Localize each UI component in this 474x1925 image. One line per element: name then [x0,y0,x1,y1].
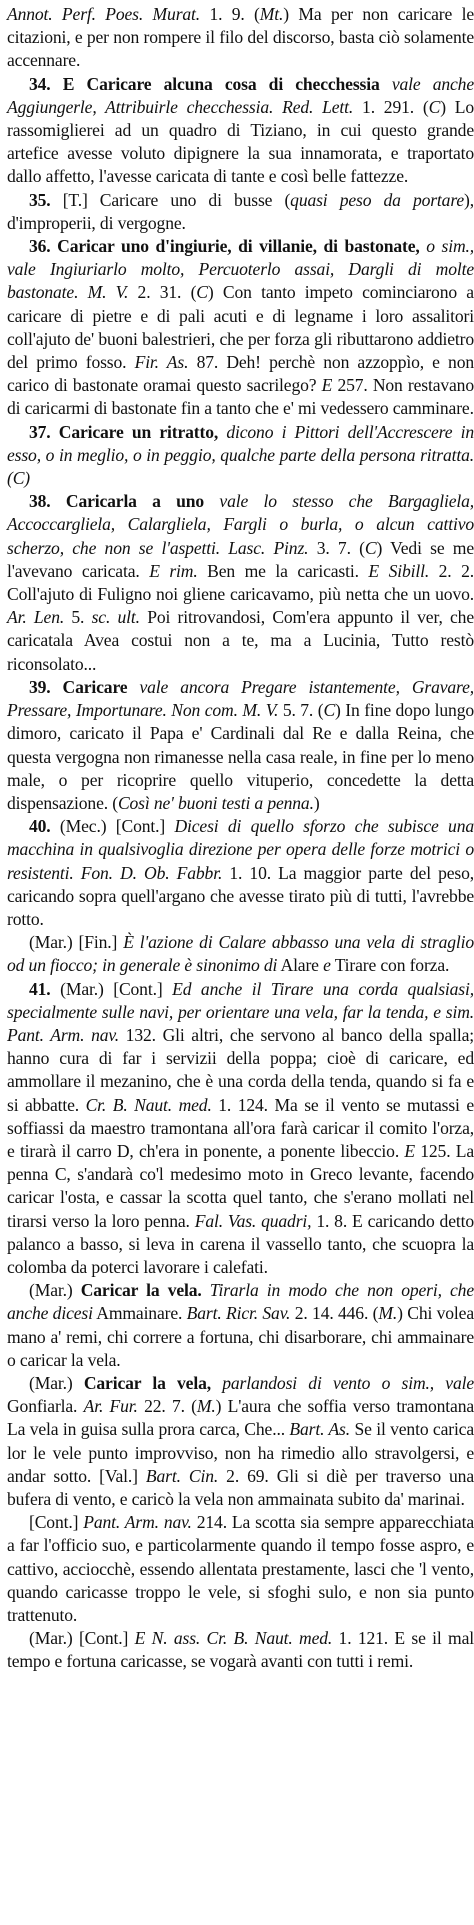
entry-41 [7,978,474,1280]
italic-text: Così ne' buoni testi a penna. [117,792,314,813]
body-text: 87. Deh! perchè non azzoppìo, e non carico di bastonate oramai questo sacrilego? [7,352,474,396]
italic-text: Fal. Vas. quadri, [194,1210,312,1231]
body-text: ), d'improperii, di vergogne. [7,189,474,233]
entry-36 [7,235,474,421]
entry-headword: 37. Caricare un ritratto, [29,421,219,442]
body-text: ) Lo rassomiglierei ad un quadro di Tiziano, in cui questo grande artefice avesse voluto dipignere la sua innamorata, e traportato dallo affetto, l'avesse caricata di tante e così belle fattezze. [7,96,474,187]
italic-text: dicono i Pittori dell'Accrescere in esso, o in meglio, o in peggio, qualche parte della persona ritratta. (C) [7,421,474,489]
body-text: ) Con tanto impeto cominciarono a caricare di pietre e di pali acuti e di legname i loro assalitori coll'ajuto de' buoni balestrieri, che per forza gli ributtarono addietro del primo fosso. [7,282,474,373]
body-text: 214. La scotta sia sempre apparecchiata a far l'officio suo, e particolarmente quando il tempo fosse aspro, e cattivo, acciocchè, essendo allentata prestamente, lasci che 'l vento, quando caricasse troppo le vele, si sfoghi sulo, e non sia punto trattenuto. [7,1512,474,1626]
italic-text: Fir. As. [134,352,189,373]
italic-text: C [428,96,441,117]
body-text: 1. 10. La maggior parte del peso, caricando sopra quell'argano che avesse tirato più di tutti, l'avrebbe rotto. [7,862,474,929]
italic-text: Tirarla in modo che non operi, che anche dicesi [7,1280,474,1324]
italic-text: Cr. B. Naut. med. [85,1094,212,1115]
entry-headword: Caricar la vela. [80,1280,202,1301]
entry-37 [7,421,474,491]
entry-34 [7,73,474,189]
body-text: 22. 7. ( [137,1396,197,1417]
entry-40-mar [7,931,474,977]
body-text: 2. 31. ( [128,282,197,303]
body-text: (Mar.) [Cont.] [29,1628,135,1649]
italic-text: Pant. Arm. nav. [83,1512,192,1533]
entry-38 [7,490,474,676]
body-text: Ben me la caricasti. [197,560,369,581]
italic-text: C [196,282,208,303]
body-text: 2. 14. 446. ( [290,1303,379,1324]
italic-text: vale ancora Pregare istantemente, Gravare, Pressare, Importunare. Non com. M. V. [7,676,474,721]
body-text: ) L'aura che soffia verso tramontana La vela in guisa sulla prora carca, Che... [7,1396,474,1440]
body-text: (Mar.) [29,1372,84,1393]
body-text: 125. La penna C, s'andarà co'l medesimo moto in Greco levante, facendo caricar l'osta, e cassar la scotta quel tanto, che s'erano mollati nel tirarsi verso la loro penna. [7,1140,474,1231]
italic-text: M. [196,1396,216,1417]
entry-headword: 41. [29,978,51,999]
italic-text: E N. ass. Cr. B. Naut. med. [134,1628,333,1649]
body-text: [T.] Caricare uno di busse ( [50,189,291,210]
body-text: ) Chi volea mano a' remi, chi correre a fortuna, chi disarborare, chi ammainare o caricar la vela. [7,1303,474,1370]
italic-text: È l'azione di Calare abbasso una vela di straglio od un fiocco; in generale è sinonimo di [7,932,474,976]
body-text: 1. 8. E caricando detto palanco a basso, si leva in carena il vassello tanto, che scuopra la colomba da poterci lavorare i calefati. [7,1210,474,1277]
italic-text: vale anche Aggiungerle, Attribuirle checchessia. Red. Lett. [7,73,474,117]
body-text: 5. 7. ( [278,700,324,721]
italic-text: Ar. Len. [7,607,65,628]
body-text: Poi ritrovandosi, Com'era appunto il ver, che caricatala Avea costui non a te, ma a Lucinia, Tutto restò riconsolato... [7,607,474,674]
body-text: ) Ma per non caricare le citazioni, e per non rompere il filo del discorso, basta ciò solamente accennare. [7,4,474,71]
italic-text: E rim. [149,560,198,581]
body-text: ) In fine dopo lungo dimoro, caricato il Papa e' Cardinali dal Re e dalla Reina, che questa vergogna non rimanesse nella casa reale, in fine per lo meno male, o per ricoprire quello vituperio, concedette la detta dispensazione. ( [7,700,474,813]
italic-text: E Sibill. [368,560,430,581]
italic-text: o sim., vale Ingiuriarlo molto, Percuoterlo assai, Dargli di molte bastonate. M. V. [7,236,474,303]
body-text: 1. 121. E se il mal tempo e fortuna caricasse, se vogarà avanti con tutti i remi. [7,1628,474,1672]
body-text: 257. Non restavano di caricarmi di bastonate fin a tanto che e' mi vedessero camminare. [7,375,474,419]
italic-text: Ed anche il Tirare una corda qualsiasi, specialmente sulle navi, per orientare una vela, far la tenda, e sim. Pant. Arm. nav. [7,978,474,1045]
body-text: 5. [64,607,92,628]
italic-text: Annot. Perf. Poes. Murat. [7,4,201,24]
body-text: 1. 291. ( [353,96,429,117]
italic-text: Bart. Cin. [145,1465,219,1486]
body-text: Alare [277,955,324,976]
italic-text: E [404,1140,415,1161]
body-text: [Cont.] [29,1512,84,1533]
body-text: Se il vento carica lor le vele punto improvviso, non ha rimedio allo stravolgersi, e andar sotto. [Val.] [7,1419,474,1486]
body-text: (Mar.) [29,1280,81,1301]
body-text: 1. 9. ( [200,4,260,24]
italic-text: Bart. As. [289,1419,351,1440]
entry-caricar-la-vela-2 [7,1372,474,1511]
italic-text: C [323,700,336,721]
entry-headword: 38. Caricarla a uno [29,491,205,512]
body-text: 132. Gli altri, che servono al banco della spalla; hanno cura di far i servizii della poppa; cioè di caricare, ed ammollare il mezanino, che è una corda della tenda, quando si fa e si abbatte. [7,1024,474,1115]
italic-text: e [323,955,331,976]
body-text: 2. 2. Coll'ajuto di Fuligno noi gliene caricavamo, più netta che un uovo. [7,560,474,605]
entry-headword: 35. [29,189,51,210]
entry-headword: 34. E Caricare alcuna cosa di checchessia [29,73,380,94]
body-text: 3. 7. ( [308,537,365,558]
entry-pant-arm [7,1511,474,1627]
italic-text: Mt. [259,4,284,24]
body-text: (Mar.) [Cont.] [50,978,173,999]
entry-39 [7,676,474,815]
italic-text: C [364,537,377,558]
italic-text: parlandosi di vento o sim., vale [210,1372,474,1393]
body-text: ) Vedi se me l'avevano caricata. [7,537,474,581]
para-continuation [7,3,474,73]
body-text: 1. 124. Ma se il vento se mutassi e soffiassi da maestro tramontana all'ora farà caricar il comito l'orza, e tirarà il carro D, ch'era in ponente, a ponente libeccio. [7,1094,474,1161]
body-text: ) [313,792,320,813]
italic-text: sc. ult. [91,607,140,628]
entry-headword: Caricar la vela, [83,1372,211,1393]
italic-text: Dicesi di quello sforzo che subisce una macchina in qualsivoglia direzione per opera delle forze motrici o resistenti. Fon. D. Ob. Fabbr. [7,816,474,883]
body-text: (Mec.) [Cont.] [50,816,175,837]
entry-35 [7,189,474,235]
italic-text: E [321,375,333,396]
body-text: (Mar.) [Fin.] [29,932,124,953]
entry-cr-b-naut [7,1627,474,1673]
italic-text: M. [378,1303,398,1324]
body-text: 2. 69. Gli si diè per traverso una bufera di vento, e caricò la vela non ammainata subito da' marinai. [7,1465,474,1509]
body-text: Tirare con forza. [330,955,450,976]
entry-caricar-la-vela-1 [7,1279,474,1372]
body-text: Gonfiarla. [7,1396,84,1417]
italic-text: Bart. Ricr. Sav. [186,1303,291,1324]
italic-text: vale lo stesso che Bargagliela, Accoccargliela, Calargliela, Fargli o burla, o alcun cattivo scherzo, che non se l'aspetti. Lasc. Pinz. [7,491,474,558]
entry-headword: 36. Caricar uno d'ingiurie, di villanie, di bastonate, [29,236,420,257]
entry-headword: 39. Caricare [29,676,128,697]
entry-headword: 40. [29,816,51,837]
body-text: Ammainare. [92,1303,187,1324]
entry-40 [7,815,474,931]
italic-text: Ar. Fur. [83,1396,138,1417]
italic-text: quasi peso da portare [290,189,465,210]
